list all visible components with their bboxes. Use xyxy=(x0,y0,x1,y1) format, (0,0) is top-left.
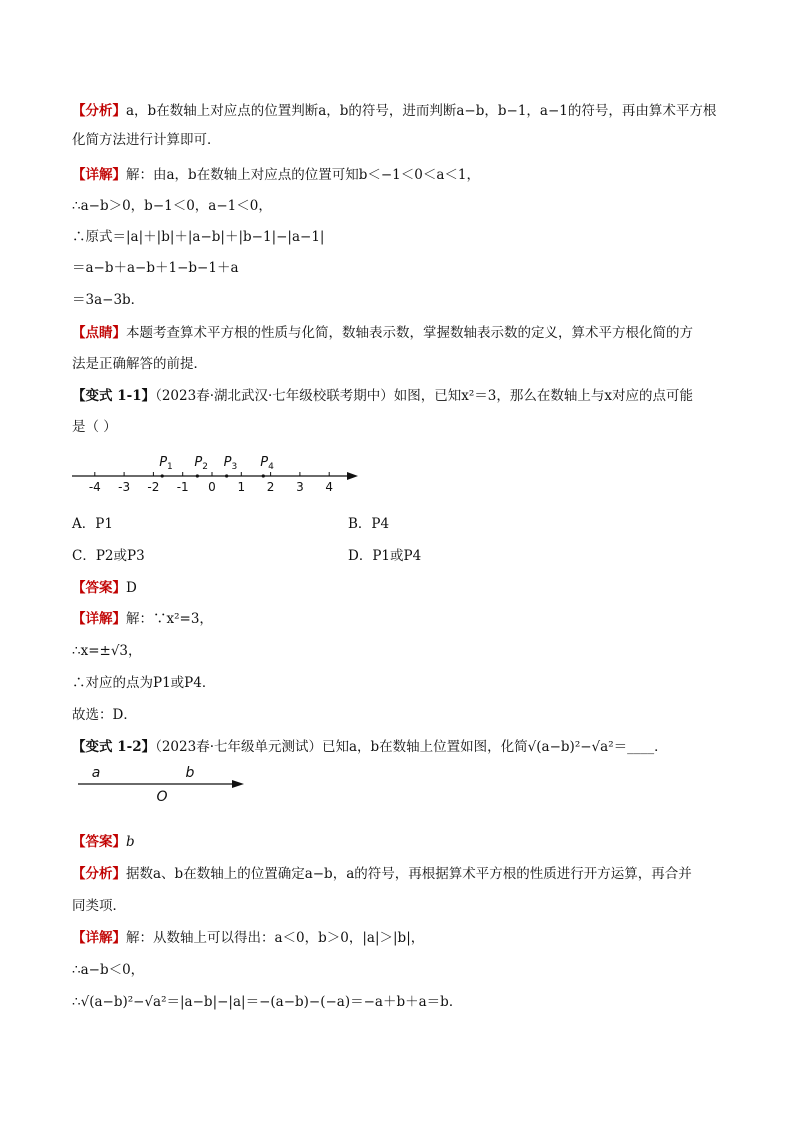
comment-tag: 【点睛】 xyxy=(72,325,126,341)
variant-1-1-question xyxy=(72,386,693,406)
tick-label: 4 xyxy=(325,480,334,494)
point-marker xyxy=(262,474,265,477)
label-origin: O xyxy=(156,789,168,805)
variant-1-2-question xyxy=(72,737,668,757)
axis-arrow-icon xyxy=(347,472,358,480)
answer-value: b xyxy=(126,834,135,850)
analysis-paragraph-1 xyxy=(72,101,716,121)
variant-1-2-line-1: （2023春·七年级单元测试）已知a，b在数轴上位置如图，化简√(a−b)²−√a²＝____． xyxy=(155,739,668,755)
detail-line-2: ∴a−b＞0，b−1＜0，a−1＜0， xyxy=(72,198,272,214)
option-a: A．P1 xyxy=(72,516,113,532)
analysis-tag: 【分析】 xyxy=(72,103,126,119)
tick-label: 3 xyxy=(296,480,304,494)
analysis-line-2: 化简方法进行计算即可． xyxy=(72,132,221,148)
detail-line-3: ∴√(a−b)²−√a²＝|a−b|−|a|＝−(a−b)−(−a)＝−a＋b＋a＝b． xyxy=(72,994,463,1010)
point-label: $P_3$ xyxy=(223,455,238,472)
tick-label: -4 xyxy=(88,480,101,494)
point-marker xyxy=(161,474,164,477)
detail-line-2: ∴x=±√3， xyxy=(72,643,142,659)
tick-label: -2 xyxy=(147,480,160,494)
label-a: a xyxy=(91,765,101,781)
comment-paragraph xyxy=(72,323,693,343)
analysis-line-2: 同类项． xyxy=(72,898,126,914)
variant-1-1-line-1: （2023春·湖北武汉·七年级校联考期中）如图，已知x²＝3，那么在数轴上与x对应的点可能 xyxy=(155,388,694,404)
detail-line-1: 解：由a，b在数轴上对应点的位置可知b＜−1＜0＜a＜1， xyxy=(126,167,480,183)
detail-line-5: ＝3a−3b． xyxy=(72,292,145,308)
analysis-tag: 【分析】 xyxy=(72,866,126,882)
point-label: $P_1$ xyxy=(159,455,173,472)
detail-line-1: 解：∵x²=3， xyxy=(126,611,213,627)
variant-1-2-answer xyxy=(72,832,135,852)
detail-line-1: 解：从数轴上可以得出：a＜0，b＞0，|a|＞|b|， xyxy=(126,930,425,946)
option-d: D．P1或P4 xyxy=(348,548,422,564)
variant-1-2-detail xyxy=(72,928,424,948)
analysis-line-1: a，b在数轴上对应点的位置判断a，b的符号，进而判断a−b，b−1，a−1的符号，再由算术平方根 xyxy=(126,103,717,119)
answer-tag: 【答案】 xyxy=(72,834,126,850)
variant-1-1-detail xyxy=(72,609,213,629)
detail-line-3: ∴原式＝|a|＋|b|＋|a−b|＋|b−1|−|a−1| xyxy=(72,229,325,245)
number-line-figure-1 xyxy=(66,448,366,498)
analysis-line-1: 据数a、b在数轴上的位置确定a−b，a的符号，再根据算术平方根的性质进行开方运算，再合并 xyxy=(126,866,692,882)
option-c: C．P2或P3 xyxy=(72,548,145,564)
number-line-figure-2 xyxy=(74,762,254,808)
point-label: $P_4$ xyxy=(260,455,274,472)
detail-tag: 【详解】 xyxy=(72,167,126,183)
variant-1-1-line-2: 是（ ） xyxy=(72,419,117,435)
option-b: B．P4 xyxy=(348,516,390,532)
variant-1-2-tag: 【变式 1-2】 xyxy=(72,739,156,755)
point-marker xyxy=(225,474,228,477)
detail-line-4: ＝a−b＋a−b＋1−b−1＋a xyxy=(72,260,239,276)
answer-tag: 【答案】 xyxy=(72,580,126,596)
detail-tag: 【详解】 xyxy=(72,611,126,627)
tick-label: 1 xyxy=(237,480,246,494)
variant-1-2-analysis xyxy=(72,864,692,884)
variant-1-1-answer xyxy=(72,578,137,598)
tick-label: -3 xyxy=(118,480,131,494)
point-marker xyxy=(196,474,199,477)
detail-line-3: ∴对应的点为P1或P4． xyxy=(72,675,216,691)
label-b: b xyxy=(185,765,195,781)
tick-label: -1 xyxy=(176,480,189,494)
tick-label: 2 xyxy=(266,480,275,494)
comment-line-2: 法是正确解答的前提． xyxy=(72,356,207,372)
detail-paragraph-1 xyxy=(72,165,480,185)
answer-value: D xyxy=(126,580,137,596)
variant-1-1-tag: 【变式 1-1】 xyxy=(72,388,156,404)
detail-tag: 【详解】 xyxy=(72,930,126,946)
point-label: $P_2$ xyxy=(194,455,208,472)
comment-line-1: 本题考查算术平方根的性质与化简，数轴表示数，掌握数轴表示数的定义，算术平方根化简的方 xyxy=(126,325,693,341)
detail-line-4: 故选：D． xyxy=(72,707,137,723)
detail-line-2: ∴a−b＜0， xyxy=(72,962,145,978)
axis-arrow-icon xyxy=(232,780,244,788)
tick-label: 0 xyxy=(208,480,216,494)
